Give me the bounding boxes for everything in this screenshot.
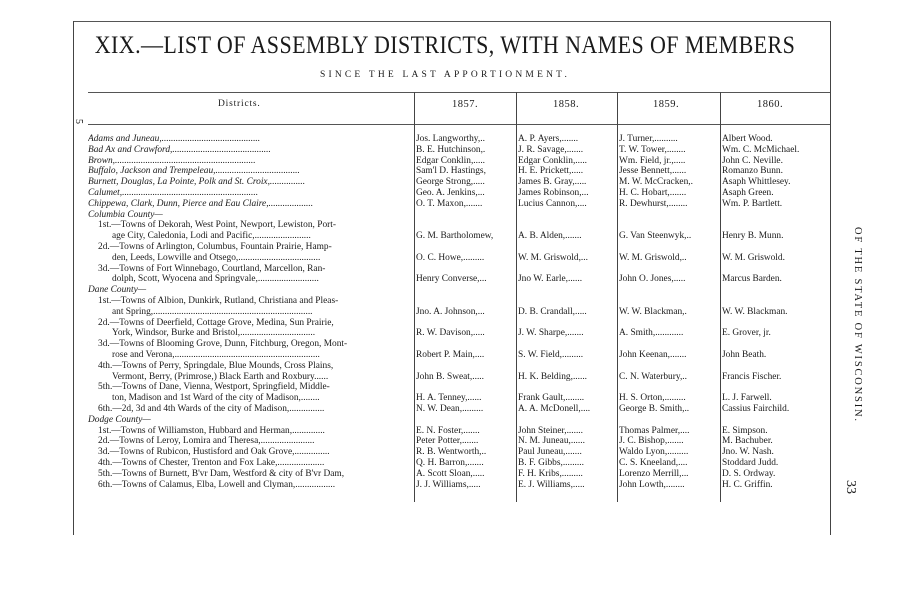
- member-1859: Thomas Palmer,....: [619, 425, 690, 436]
- member-1860: D. S. Ordway.: [722, 468, 776, 479]
- member-1858: B. F. Gibbs,.........: [518, 458, 584, 468]
- member-1857: Henry Converse,...: [416, 274, 487, 285]
- district-name: Chippewa, Clark, Dunn, Pierce and Eau Claire,...................: [88, 198, 314, 209]
- district-name: den, Leeds, Lowville and Otsego,...................................: [112, 252, 321, 263]
- member-1857: Peter Potter,.......: [416, 436, 479, 447]
- member-1859: George B. Smith,..: [619, 404, 690, 414]
- district-name: age City, Caledonia, Lodi and Pacific,........................: [112, 231, 311, 242]
- member-1860: Wm. P. Bartlett.: [722, 198, 783, 209]
- district-name: ton, Madison and 1st Ward of the city of Madison,........: [112, 393, 320, 404]
- member-1857: J. J. Williams,.....: [416, 479, 481, 490]
- district-name: 5th.—Towns of Burnett, B'vr Dam, Westford & city of B'vr Dam,: [98, 468, 345, 479]
- margin-mark: 5: [73, 119, 84, 124]
- member-1857: G. M. Bartholomew,: [416, 231, 494, 242]
- member-1858: F. H. Kribs,.........: [518, 468, 583, 479]
- district-name: Adams and Juneau,..........................................: [88, 134, 261, 144]
- member-1859: W. M. Griswold,..: [619, 252, 687, 263]
- header-rule: [88, 92, 830, 93]
- member-1858: A. P. Ayers,.......: [518, 134, 579, 144]
- member-1859: John Keenan,.......: [619, 350, 687, 360]
- member-1859: R. Dewhurst,........: [619, 198, 688, 209]
- member-1860: Cassius Fairchild.: [722, 404, 790, 414]
- district-name: 1st.—Towns of Dekorah, West Point, Newport, Lewiston, Port-: [98, 220, 336, 231]
- column-rule-1860: [720, 92, 721, 502]
- member-1857: Sam'l D. Hastings,: [416, 166, 486, 177]
- member-1858: James B. Gray,.....: [518, 177, 587, 188]
- member-1860: Romanzo Bunn.: [722, 166, 783, 177]
- page-subtitle: SINCE THE LAST APPORTIONMENT.: [319, 70, 571, 80]
- member-1858: A. A. McDonell,....: [518, 404, 591, 414]
- member-1857: John B. Sweat,.....: [416, 371, 484, 382]
- member-1858: H. E. Prickett,.....: [518, 166, 584, 177]
- member-1857: O. C. Howe,.........: [416, 252, 485, 263]
- member-1860: W. M. Griswold.: [722, 252, 785, 263]
- member-1860: Albert Wood.: [722, 134, 773, 144]
- member-1858: James Robinson,...: [518, 188, 589, 198]
- district-name: Burnett, Douglas, La Pointe, Polk and St. Croix,...............: [88, 177, 306, 188]
- member-1860: Henry B. Munn.: [722, 231, 784, 242]
- page-top-rule: [73, 21, 830, 22]
- member-1857: H. A. Tenney,......: [416, 393, 482, 404]
- member-1859: J. Turner,..........: [619, 134, 678, 144]
- district-name: Buffalo, Jackson and Trempeleau,....................................: [88, 166, 300, 177]
- district-name: 2d.—Towns of Leroy, Lomira and Theresa,.......................: [98, 436, 315, 447]
- member-1858: J. R. Savage,.......: [518, 144, 584, 155]
- district-name: Calumet,..........................................................: [88, 188, 259, 198]
- member-1857: Jno. A. Johnson,...: [416, 306, 485, 317]
- member-1860: Asaph Green.: [722, 188, 774, 198]
- member-1860: E. Grover, jr.: [722, 328, 771, 339]
- district-name: 2d.—Towns of Deerfield, Cottage Grove, Medina, Sun Prairie,: [98, 317, 334, 328]
- member-1858: W. M. Griswold,...: [518, 252, 588, 263]
- member-1857: R. W. Davison,.....: [416, 328, 485, 339]
- member-1858: D. B. Crandall,.....: [518, 306, 587, 317]
- member-1860: John Beath.: [722, 350, 767, 360]
- district-name: 6th.—2d, 3d and 4th Wards of the city of Madison,...............: [98, 404, 325, 414]
- member-1860: Francis Fischer.: [722, 371, 782, 382]
- member-1858: E. J. Williams,.....: [518, 479, 585, 490]
- member-1857: Jos. Langworthy,..: [416, 134, 485, 144]
- district-name: Vermont, Berry, (Primrose,) Black Earth and Roxbury......: [112, 371, 329, 382]
- page-number: 33: [843, 480, 858, 494]
- member-1858: H. K. Belding,......: [518, 371, 588, 382]
- column-rule-1857: [414, 92, 415, 502]
- member-1857: A. Scott Sloan,.....: [416, 468, 485, 479]
- member-1858: John Steiner,.......: [518, 425, 583, 436]
- member-1857: Robert P. Main,....: [416, 350, 485, 360]
- member-1859: G. Van Steenwyk,..: [619, 231, 692, 242]
- district-name: Bad Ax and Crawford,..........................................: [88, 144, 271, 155]
- district-name: 6th.—Towns of Calamus, Elba, Lowell and Clyman,.................: [98, 479, 336, 490]
- county-heading: Dane County—: [88, 285, 147, 296]
- member-1860: Wm. C. McMichael.: [722, 144, 800, 155]
- member-1859: John Lowth,........: [619, 479, 685, 490]
- member-1857: George Strong,.....: [416, 177, 485, 188]
- page-left-rule: [73, 21, 74, 535]
- member-1859: H. C. Hobart,.......: [619, 188, 687, 198]
- header-year-1858: 1858.: [553, 99, 580, 110]
- district-name: Brown,............................................................: [88, 155, 256, 166]
- district-name: 3d.—Towns of Rubicon, Hustisford and Oak Grove,...............: [98, 447, 330, 458]
- member-1858: Lucius Cannon,....: [518, 198, 587, 209]
- member-1858: Frank Gault,........: [518, 393, 585, 404]
- member-1857: Geo. A. Jenkins,...: [416, 188, 485, 198]
- column-rule-1858: [516, 92, 517, 502]
- member-1859: John O. Jones,.....: [619, 274, 686, 285]
- page-right-rule: [830, 21, 831, 535]
- running-head-side: OF THE STATE OF WISCONSIN.: [852, 227, 863, 423]
- county-heading: Dodge County—: [88, 414, 151, 425]
- column-rule-1859: [617, 92, 618, 502]
- header-districts: Districts.: [218, 99, 261, 109]
- member-1858: Paul Juneau,.......: [518, 447, 582, 458]
- district-name: York, Windsor, Burke and Bristol,................................: [112, 328, 316, 339]
- member-1859: Jesse Bennett,......: [619, 166, 687, 177]
- member-1860: Jno. W. Nash.: [722, 447, 774, 458]
- district-name: 5th.—Towns of Dane, Vienna, Westport, Springfield, Middle-: [98, 382, 330, 393]
- member-1857: Edgar Conklin,.....: [416, 155, 486, 166]
- member-1860: E. Simpson.: [722, 425, 768, 436]
- member-1860: Asaph Whittlesey.: [722, 177, 791, 188]
- member-1860: L. J. Farwell.: [722, 393, 772, 404]
- member-1860: M. Bachuber.: [722, 436, 773, 447]
- member-1859: A. Smith,............: [619, 328, 684, 339]
- header-year-1857: 1857.: [452, 99, 479, 110]
- member-1858: Jno W. Earle,......: [518, 274, 583, 285]
- member-1859: Lorenzo Merrill,...: [619, 468, 689, 479]
- district-name: 3d.—Towns of Blooming Grove, Dunn, Fitchburg, Oregon, Mont-: [98, 339, 348, 350]
- member-1859: T. W. Tower,........: [619, 144, 686, 155]
- member-1859: Wm. Field, jr.,.....: [619, 155, 686, 166]
- member-1857: N. W. Dean,.........: [416, 404, 484, 414]
- header-bottom-rule: [88, 124, 830, 125]
- district-name: ant Spring,....................................................................: [112, 306, 313, 317]
- member-1857: R. B. Wentworth,..: [416, 447, 487, 458]
- member-1858: A. B. Alden,.......: [518, 231, 582, 242]
- county-heading: Columbia County—: [88, 209, 163, 220]
- member-1859: J. C. Bishop,.......: [619, 436, 684, 447]
- district-name: 4th.—Towns of Chester, Trenton and Fox Lake,....................: [98, 458, 325, 468]
- member-1859: W. W. Blackman,.: [619, 306, 687, 317]
- member-1860: Stoddard Judd.: [722, 458, 779, 468]
- member-1860: W. W. Blackman.: [722, 306, 788, 317]
- member-1858: N. M. Juneau,......: [518, 436, 585, 447]
- district-name: rose and Verona,..............................................................: [112, 350, 320, 360]
- member-1859: H. S. Orton,.........: [619, 393, 686, 404]
- member-1859: C. S. Kneeland,....: [619, 458, 688, 468]
- district-name: 3d.—Towns of Fort Winnebago, Courtland, Marcellon, Ran-: [98, 263, 326, 274]
- header-year-1860: 1860.: [757, 99, 784, 110]
- member-1857: Q. H. Barron,.......: [416, 458, 484, 468]
- member-1857: E. N. Foster,.......: [416, 425, 480, 436]
- district-name: dolph, Scott, Wyocena and Springvale,..........................: [112, 274, 319, 285]
- member-1858: J. W. Sharpe,.......: [518, 328, 584, 339]
- member-1857: O. T. Maxon,.......: [416, 198, 483, 209]
- header-year-1859: 1859.: [653, 99, 680, 110]
- district-name: 2d.—Towns of Arlington, Columbus, Fountain Prairie, Hamp-: [98, 242, 332, 252]
- member-1859: M. W. McCracken,.: [619, 177, 693, 188]
- member-1859: C. N. Waterbury,..: [619, 371, 687, 382]
- member-1860: H. C. Griffin.: [722, 479, 773, 490]
- district-name: 1st.—Towns of Williamston, Hubbard and Herman,..............: [98, 425, 325, 436]
- page-title: XIX.—LIST OF ASSEMBLY DISTRICTS, WITH NAMES OF MEMBERS: [94, 30, 796, 59]
- district-name: 4th.—Towns of Perry, Springdale, Blue Mounds, Cross Plains,: [98, 360, 334, 371]
- member-1858: S. W. Field,.........: [518, 350, 584, 360]
- member-1860: John C. Neville.: [722, 155, 783, 166]
- member-1860: Marcus Barden.: [722, 274, 782, 285]
- member-1858: Edgar Conklin,.....: [518, 155, 588, 166]
- member-1859: Waldo Lyon,.........: [619, 447, 689, 458]
- member-1857: B. E. Hutchinson,.: [416, 144, 486, 155]
- district-name: 1st.—Towns of Albion, Dunkirk, Rutland, Christiana and Pleas-: [98, 296, 339, 306]
